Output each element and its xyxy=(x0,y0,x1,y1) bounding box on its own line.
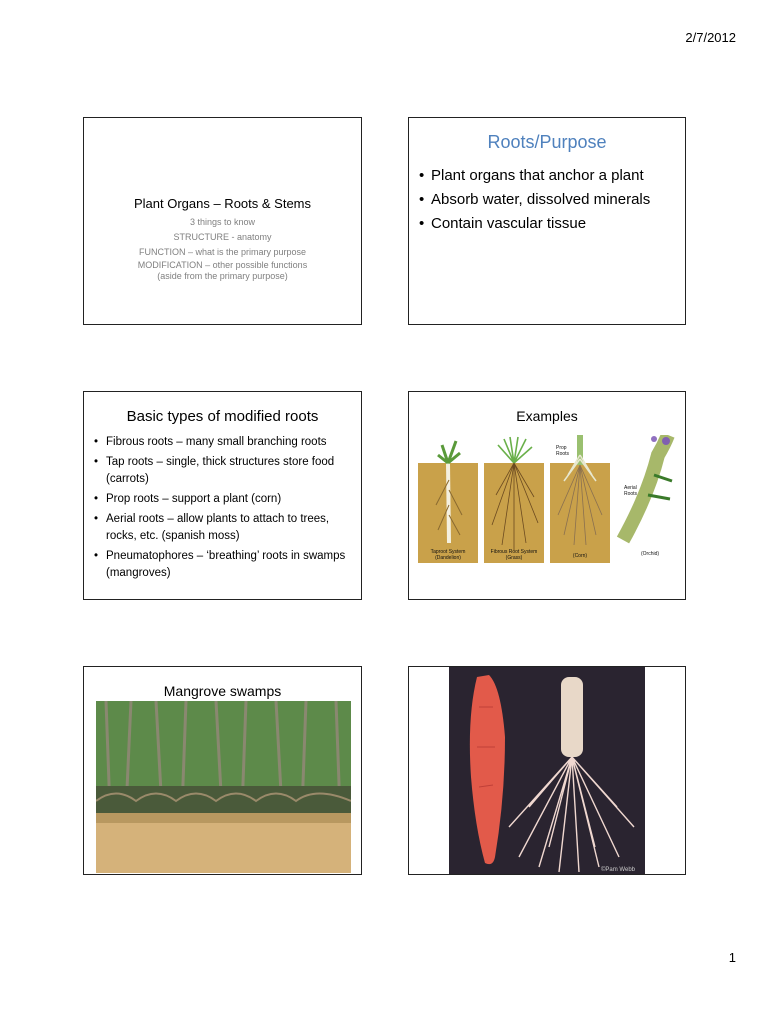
slide-2 xyxy=(408,117,686,325)
bullet-item: • Pneumatophores – ‘breathing’ roots in swamps (mangroves) xyxy=(92,548,354,582)
document-date: 2/7/2012 xyxy=(685,30,736,45)
bullet-item: • Absorb water, dissolved minerals xyxy=(419,189,681,210)
corn-label: (Corn) xyxy=(572,553,588,559)
slide-subtitle xyxy=(84,215,361,282)
slide-1 xyxy=(83,117,362,325)
slide-6 xyxy=(408,666,686,875)
photo-credit: ©Pam Webb xyxy=(601,867,635,873)
slide-3 xyxy=(83,391,362,600)
bullet-list xyxy=(419,165,681,237)
bullet-item: • Plant organs that anchor a plant xyxy=(419,165,681,186)
bullet-list xyxy=(92,434,354,585)
page-number: 1 xyxy=(728,950,736,965)
bullet-item: • Contain vascular tissue xyxy=(419,213,681,234)
subtitle-line: MODIFICATION – other possible functions xyxy=(137,260,308,270)
bullet-item: • Prop roots – support a plant (corn) xyxy=(92,491,354,508)
orchid-label: (Orchid) xyxy=(640,551,660,557)
aerial-roots-label: Aerial xyxy=(624,485,637,491)
slide-title: Examples xyxy=(516,408,578,424)
slide-title: Plant Organs – Roots & Stems xyxy=(133,196,312,211)
bullet-item: • Fibrous roots – many small branching roots xyxy=(92,434,354,451)
slide-4 xyxy=(408,391,686,600)
subtitle-line: FUNCTION – what is the primary purpose xyxy=(138,247,307,257)
subtitle-line: 3 things to know xyxy=(189,217,256,227)
aerial-roots-label-2: Roots xyxy=(624,491,638,497)
prop-roots-label-2: Roots xyxy=(556,451,570,457)
fibrous-label: Fibrous Root System xyxy=(490,549,538,555)
subtitle-line: (aside from the primary purpose) xyxy=(157,271,288,281)
carrot-and-roots-photo xyxy=(449,667,645,875)
subtitle-line: STRUCTURE - anatomy xyxy=(173,232,272,242)
bullet-item: • Tap roots – single, thick structures store food (carrots) xyxy=(92,454,354,488)
root-types-illustration xyxy=(418,435,678,563)
mangrove-photo xyxy=(96,701,351,873)
slide-title: Mangrove swamps xyxy=(163,683,282,699)
slide-title: Basic types of modified roots xyxy=(126,408,319,425)
bullet-item: • Aerial roots – allow plants to attach to trees, rocks, etc. (spanish moss) xyxy=(92,511,354,545)
taproot-label: Taproot System xyxy=(430,549,466,555)
dandelion-label: (Dandelion) xyxy=(435,555,461,561)
slide-title: Roots/Purpose xyxy=(487,132,607,152)
prop-roots-label: Prop xyxy=(556,445,567,451)
slide-5 xyxy=(83,666,362,875)
grass-label: (Grass) xyxy=(505,555,523,561)
